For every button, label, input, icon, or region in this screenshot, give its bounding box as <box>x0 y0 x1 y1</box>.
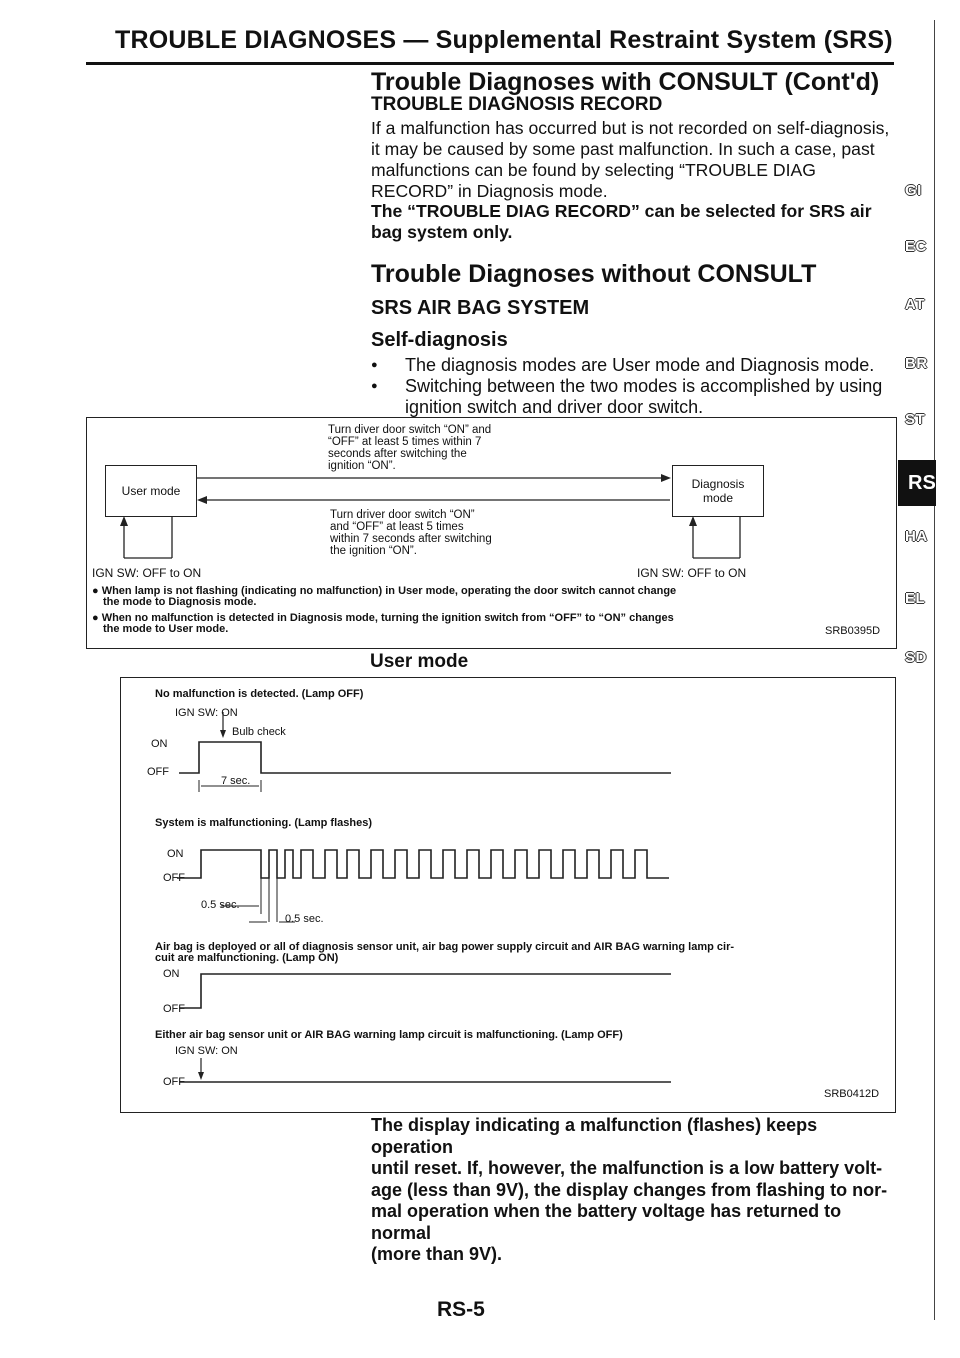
consult-note-line: bag system only. <box>371 222 513 242</box>
user-mode-figure <box>120 677 896 1113</box>
bottom-arrow-text-line: Turn driver door switch “ON” <box>330 509 475 521</box>
waveform-no-malfunction <box>179 742 671 773</box>
self-diagnosis-heading: Self-diagnosis <box>371 329 508 351</box>
side-tab-ec[interactable]: EC <box>905 238 927 255</box>
mode-note-line: ● When lamp is not flashing (indicating no malfunction) in User mode, operating the door switch cannot change <box>92 585 677 597</box>
closing-line: (more than 9V). <box>371 1244 503 1264</box>
consult-note <box>371 201 901 243</box>
consult-body-line: RECORD” in Diagnosis mode. <box>371 181 608 201</box>
self-diagnosis-bullets <box>371 355 896 418</box>
bottom-arrow-text-line: within 7 seconds after switching <box>330 533 492 545</box>
seven-sec-label: 7 sec. <box>221 775 251 787</box>
closing-line: mal operation when the battery voltage has returned to normal <box>371 1201 842 1243</box>
mode-note-text: When no malfunction is detected in Diagnosis mode, turning the ignition switch from “OFF” to “ON” changes <box>101 612 674 624</box>
without-consult-title: Trouble Diagnoses without CONSULT <box>371 260 817 288</box>
side-tab-gi[interactable]: GI <box>905 182 922 199</box>
side-tab-ha[interactable]: HA <box>905 528 928 545</box>
air-bag-deployed-line: Air bag is deployed or all of diagnosis sensor unit, air bag power supply circuit and AIR BAG warning lamp cir- <box>155 941 735 953</box>
on-label: ON <box>151 738 168 750</box>
waveform-lamp-on <box>179 974 671 1008</box>
consult-section-title: Trouble Diagnoses with CONSULT (Cont'd) <box>371 68 880 96</box>
mode-switch-figure <box>86 417 897 649</box>
user-figure-code: SRB0412D <box>824 1088 880 1100</box>
mode-note-line: ● When no malfunction is detected in Diagnosis mode, turning the ignition switch from “OFF” to “ON” changes <box>92 612 674 624</box>
side-tab-at[interactable]: AT <box>905 296 925 313</box>
lamp-waveforms <box>121 678 895 1112</box>
lamp-off-off-label: OFF <box>163 1076 185 1088</box>
page-margin-line <box>934 20 935 1320</box>
bottom-arrow-text <box>330 509 550 557</box>
lamp-on-on-label: ON <box>163 968 180 980</box>
top-arrow-text-line: Turn diver door switch “ON” and <box>328 424 492 436</box>
closing-line: The display indicating a malfunction (flashes) keeps operation <box>371 1115 818 1157</box>
closing-line: until reset. If, however, the malfunction is a low battery volt- <box>371 1158 883 1178</box>
waveform-flashing <box>177 850 669 878</box>
ign-right-label: IGN SW: OFF to ON <box>637 566 747 580</box>
bottom-arrow-text-line: and “OFF” at least 5 times <box>330 521 464 533</box>
top-arrow-text-line: ignition “ON”. <box>328 460 396 472</box>
bullet-item: ● The diagnosis modes are User mode and Diagnosis mode. <box>371 355 896 376</box>
side-tab-rs-active[interactable]: RS <box>898 460 936 506</box>
bottom-arrow-text-line: the ignition “ON”. <box>330 545 417 557</box>
flash-off-label: OFF <box>163 872 185 884</box>
page-number: RS-5 <box>437 1298 485 1321</box>
lamp-on-off-label: OFF <box>163 1003 185 1015</box>
ign-on-label-1: IGN SW: ON <box>175 707 238 719</box>
consult-body-line: If a malfunction has occurred but is not recorded on self-diagnosis, <box>371 118 890 138</box>
bulb-check-label: Bulb check <box>232 726 286 738</box>
header-rule <box>86 62 894 65</box>
no-malfunction-caption: No malfunction is detected. (Lamp OFF) <box>155 688 364 700</box>
top-arrow-text-line: seconds after switching the <box>328 448 467 460</box>
user-mode-box: User mode <box>105 465 197 517</box>
diagnosis-mode-line: mode <box>702 491 734 505</box>
half-sec-label-1: 0.5 sec. <box>201 899 240 911</box>
consult-body-line: malfunctions can be found by selecting “TROUBLE DIAG <box>371 160 816 180</box>
mode-note-text: When lamp is not flashing (indicating no malfunction) in User mode, operating the door switch cannot change <box>101 585 677 597</box>
closing-line: age (less than 9V), the display changes from flashing to nor- <box>371 1179 888 1200</box>
user-mode-heading: User mode <box>370 651 469 672</box>
ign-on-label-2: IGN SW: ON <box>175 1045 238 1057</box>
consult-note-line: The “TROUBLE DIAG RECORD” can be selected for SRS air <box>371 201 872 221</box>
flash-on-label: ON <box>167 848 184 860</box>
side-tab-br[interactable]: BR <box>905 355 928 372</box>
figure-code: SRB0395D <box>825 625 881 637</box>
half-sec-label-2: 0.5 sec. <box>285 913 324 925</box>
system-malfunctioning-caption: System is malfunctioning. (Lamp flashes) <box>155 817 372 829</box>
top-arrow-text-line: “OFF” at least 5 times within 7 <box>328 436 482 448</box>
mode-note-line: the mode to Diagnosis mode. <box>103 596 257 608</box>
off-label: OFF <box>147 766 169 778</box>
either-sensor-caption: Either air bag sensor unit or AIR BAG warning lamp circuit is malfunctioning. (Lamp OFF) <box>155 1029 623 1041</box>
side-tab-st[interactable]: ST <box>905 411 926 428</box>
air-bag-deployed-line: cuit are malfunctioning. (Lamp ON) <box>155 952 339 964</box>
page-header-title: TROUBLE DIAGNOSES — Supplemental Restraint System (SRS) <box>115 26 893 54</box>
srs-air-bag-system-heading: SRS AIR BAG SYSTEM <box>371 297 590 319</box>
consult-body <box>371 118 896 202</box>
bullet-item: ● Switching between the two modes is accomplished by using ignition switch and driver door switch. <box>371 376 896 418</box>
consult-body-line: it may be caused by some past malfunction. In such a case, past <box>371 139 875 159</box>
mode-notes <box>92 586 852 635</box>
ign-left-label: IGN SW: OFF to ON <box>92 566 202 580</box>
side-tab-el[interactable]: EL <box>905 590 926 607</box>
trouble-diagnosis-record-heading: TROUBLE DIAGNOSIS RECORD <box>371 94 663 115</box>
side-tab-sd[interactable]: SD <box>905 649 927 666</box>
mode-note-line: the mode to User mode. <box>103 623 229 635</box>
closing-paragraph <box>371 1115 901 1266</box>
diagnosis-mode-line: Diagnosis <box>691 477 745 491</box>
